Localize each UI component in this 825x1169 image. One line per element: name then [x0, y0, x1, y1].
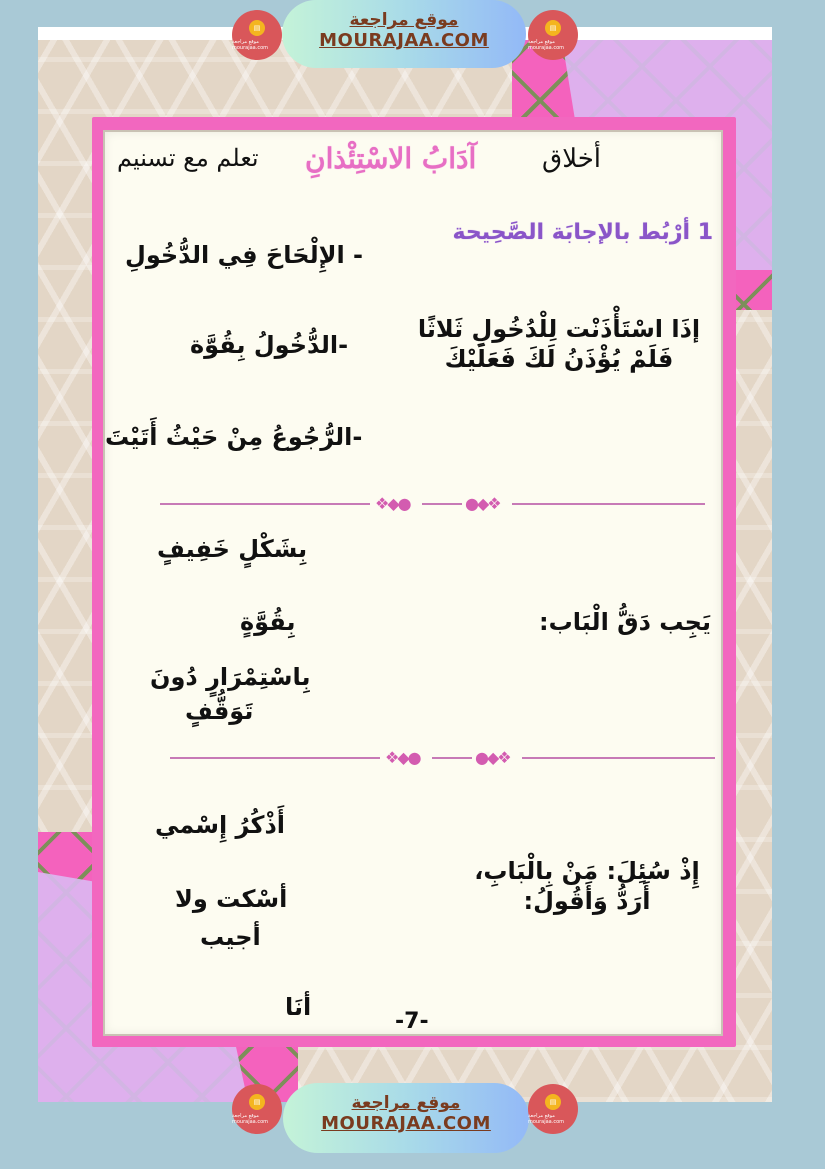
option-3-1: أَذْكُرُ إِسْمي [155, 811, 285, 839]
option-2-3b: تَوَقُّفٍ [185, 697, 254, 725]
flourish-icon: ❖◆● [465, 494, 500, 513]
exercise-title: 1 أرْبُط بالإجابَة الصَّحِيحة [452, 220, 713, 245]
option-2-2: بِقُوَّةٍ [240, 608, 296, 636]
book-icon: ▤ [249, 1094, 265, 1110]
badge-arabic: موقع مراجعة [349, 10, 459, 30]
badge-domain-link[interactable]: MOURAJAA.COM [321, 1113, 491, 1134]
lesson-title: آدَابُ الاسْتِئْذانِ [305, 142, 477, 175]
prompt-3 [457, 856, 717, 916]
prompt-3-line-1: إِذْ سُئِلَ: مَنْ بِالْبَابِ، [474, 857, 700, 885]
option-2-3a: بِاسْتِمْرَارٍ دُونَ [150, 663, 311, 691]
logo-caption: موقع مراجعة mourajaa.com [232, 38, 269, 51]
worksheet-panel [103, 130, 723, 1036]
series-label: تعلم مع تسنيم [117, 144, 259, 172]
site-logo[interactable] [232, 1084, 282, 1134]
badge-arabic: موقع مراجعة [351, 1093, 461, 1113]
prompt-1-line-1: إذَا اسْتَأْذَنْت لِلْدُخُولِ ثَلاثًا [417, 315, 701, 343]
site-logo[interactable] [528, 10, 578, 60]
flourish-icon: ❖◆● [475, 748, 510, 767]
option-3-2b: أجيب [200, 923, 261, 951]
option-3-3: أنَا [285, 993, 312, 1021]
site-badge-bottom[interactable] [283, 1083, 529, 1153]
logo-caption: موقع مراجعة mourajaa.com [528, 1112, 565, 1125]
badge-domain-link[interactable]: MOURAJAA.COM [319, 30, 489, 51]
page-number: -7- [395, 1009, 429, 1034]
option-3-2a: أسْكت ولا [175, 885, 288, 913]
book-icon: ▤ [545, 1094, 561, 1110]
logo-caption: موقع مراجعة mourajaa.com [528, 38, 565, 51]
book-icon: ▤ [545, 20, 561, 36]
book-icon: ▤ [249, 20, 265, 36]
option-2-1: بِشَكْلٍ خَفِيفٍ [157, 535, 308, 563]
subject-label: أخلاق [542, 144, 601, 174]
option-1-2: -الدُّخُولُ بِقُوَّة [190, 331, 349, 359]
prompt-2: يَجِب دَقُّ الْبَاب: [539, 608, 711, 636]
option-1-1: - الإِلْحَاحَ فِي الدُّخُولِ [125, 241, 364, 269]
ornamental-divider [170, 748, 715, 768]
ornamental-divider [160, 494, 705, 514]
prompt-1-line-2: فَلَمْ يُؤْذَنُ لَكَ فَعَلَيْكَ [444, 345, 674, 373]
logo-caption: موقع مراجعة mourajaa.com [232, 1112, 269, 1125]
flourish-icon: ●◆❖ [375, 494, 410, 513]
option-1-3: -الرُّجُوعُ مِنْ حَيْثُ أَتَيْتَ [105, 423, 363, 451]
site-logo[interactable] [528, 1084, 578, 1134]
site-badge-top[interactable] [282, 0, 526, 68]
site-logo[interactable] [232, 10, 282, 60]
prompt-1 [409, 314, 709, 374]
flourish-icon: ●◆❖ [385, 748, 420, 767]
prompt-3-line-2: أَرَدُّ وَأَقُولُ: [523, 887, 651, 915]
